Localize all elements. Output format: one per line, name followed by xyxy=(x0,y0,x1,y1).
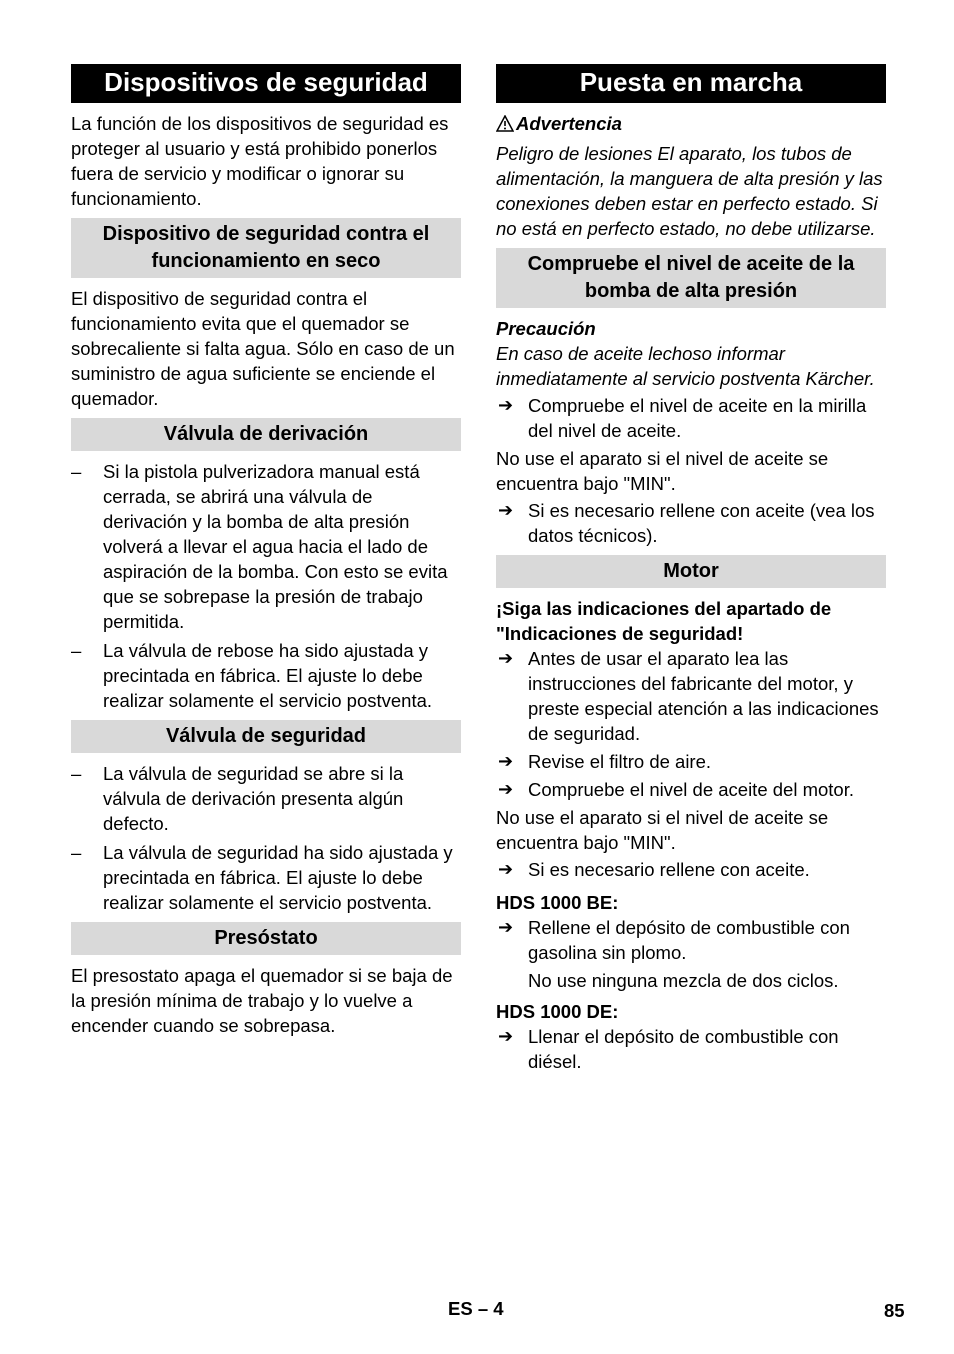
oil-note: No use el aparato si el nivel de aceite se encuentra bajo "MIN". xyxy=(496,448,829,494)
step-item xyxy=(496,777,886,802)
step-text: Rellene el depósito de combustible con gasolina sin plomo. xyxy=(528,917,850,963)
step-text: Revise el filtro de aire. xyxy=(528,751,712,772)
step-text: Si es necesario rellene con aceite. xyxy=(528,859,810,880)
list-item xyxy=(71,638,461,713)
arrow-right-icon: ➔ xyxy=(498,751,514,771)
step-item xyxy=(496,393,886,443)
step-text: Compruebe el nivel de aceite del motor. xyxy=(528,779,854,800)
dash-bullet: – xyxy=(71,461,82,482)
step-item xyxy=(496,498,886,548)
footer-language-page: ES – 4 xyxy=(448,1298,504,1319)
heading-dry-run: Dispositivo de seguridad contra el funcionamiento en seco xyxy=(71,218,461,278)
warning-triangle-icon xyxy=(496,113,516,138)
step-item xyxy=(496,857,886,882)
motor-note: No use el aparato si el nivel de aceite se encuentra bajo "MIN". xyxy=(496,807,829,853)
dry-run-paragraph: El dispositivo de seguridad contra el funcionamiento evita que el quemador se sobrecaliente si falta agua. Sólo en caso de un suministro de agua suficiente se enciende el quemador. xyxy=(71,288,455,409)
arrow-right-icon: ➔ xyxy=(498,648,514,668)
be-note: No use ninguna mezcla de dos ciclos. xyxy=(528,970,839,991)
step-text: Antes de usar el aparato lea las instrucciones del fabricante del motor, y preste especial atención a las indicaciones de seguridad. xyxy=(528,648,879,744)
arrow-right-icon: ➔ xyxy=(498,395,514,415)
list-item xyxy=(71,761,461,836)
heading-motor: Motor xyxy=(496,555,886,588)
heading-oil-check: Compruebe el nivel de aceite de la bomba de alta presión xyxy=(496,248,886,308)
motor-bold-note: ¡Siga las indicaciones del apartado de "Indicaciones de seguridad! xyxy=(496,598,832,644)
step-item xyxy=(496,1024,886,1074)
heading-pressure-switch: Presóstato xyxy=(71,922,461,955)
heading-safety-valve: Válvula de seguridad xyxy=(71,720,461,753)
warning-label xyxy=(496,111,886,138)
dash-bullet: – xyxy=(71,763,82,784)
left-column xyxy=(71,64,461,1038)
warning-paragraph: Peligro de lesiones El aparato, los tubos de alimentación, la manguera de alta presión y las conexiones deben estar en perfecto estado. Si no está en perfecto estado, no debe utilizarse. xyxy=(496,143,883,239)
caution-paragraph: En caso de aceite lechoso informar inmediatamente al servicio postventa Kärcher. xyxy=(496,343,875,389)
list-item-text: La válvula de rebose ha sido ajustada y precintada en fábrica. El ajuste lo debe realizar solamente el servicio postventa. xyxy=(103,640,433,711)
list-item xyxy=(71,459,461,634)
dash-bullet: – xyxy=(71,640,82,661)
pressure-switch-paragraph: El presostato apaga el quemador si se baja de la presión mínima de trabajo y lo vuelve a encender cuando se sobrepasa. xyxy=(71,965,453,1036)
step-text: Compruebe el nivel de aceite en la mirilla del nivel de aceite. xyxy=(528,395,867,441)
caution-label: Precaución xyxy=(496,318,596,339)
page-number: 85 xyxy=(884,1300,905,1321)
warning-label-text: Advertencia xyxy=(516,113,622,134)
list-item xyxy=(71,840,461,915)
step-text: Si es necesario rellene con aceite (vea los datos técnicos). xyxy=(528,500,875,546)
hds-be-label: HDS 1000 BE: xyxy=(496,892,619,913)
dash-bullet: – xyxy=(71,842,82,863)
intro-paragraph: La función de los dispositivos de seguridad es proteger al usuario y está prohibido ponerlos fuera de servicio y modificar o ignorar su funcionamiento. xyxy=(71,113,449,209)
arrow-right-icon: ➔ xyxy=(498,859,514,879)
section-title-start-up: Puesta en marcha xyxy=(496,64,886,103)
arrow-right-icon: ➔ xyxy=(498,917,514,937)
arrow-right-icon: ➔ xyxy=(498,1026,514,1046)
step-text: Llenar el depósito de combustible con diésel. xyxy=(528,1026,839,1072)
step-item xyxy=(496,749,886,774)
hds-de-label: HDS 1000 DE: xyxy=(496,1001,619,1022)
arrow-right-icon: ➔ xyxy=(498,500,514,520)
list-item-text: La válvula de seguridad se abre si la válvula de derivación presenta algún defecto. xyxy=(103,763,404,834)
step-item xyxy=(496,646,886,746)
list-item-text: La válvula de seguridad ha sido ajustada y precintada en fábrica. El ajuste lo debe realizar solamente el servicio postventa. xyxy=(103,842,453,913)
section-title-safety-devices: Dispositivos de seguridad xyxy=(71,64,461,103)
list-item-text: Si la pistola pulverizadora manual está cerrada, se abrirá una válvula de derivación y la bomba de alta presión volverá a llevar el agua hacia el lado de aspiración de la bomba. Con esto se evita que se sobrepase la presión de trabajo permitida. xyxy=(103,461,448,632)
heading-bypass-valve: Válvula de derivación xyxy=(71,418,461,451)
arrow-right-icon: ➔ xyxy=(498,779,514,799)
right-column xyxy=(496,64,886,1077)
step-item xyxy=(496,915,886,965)
